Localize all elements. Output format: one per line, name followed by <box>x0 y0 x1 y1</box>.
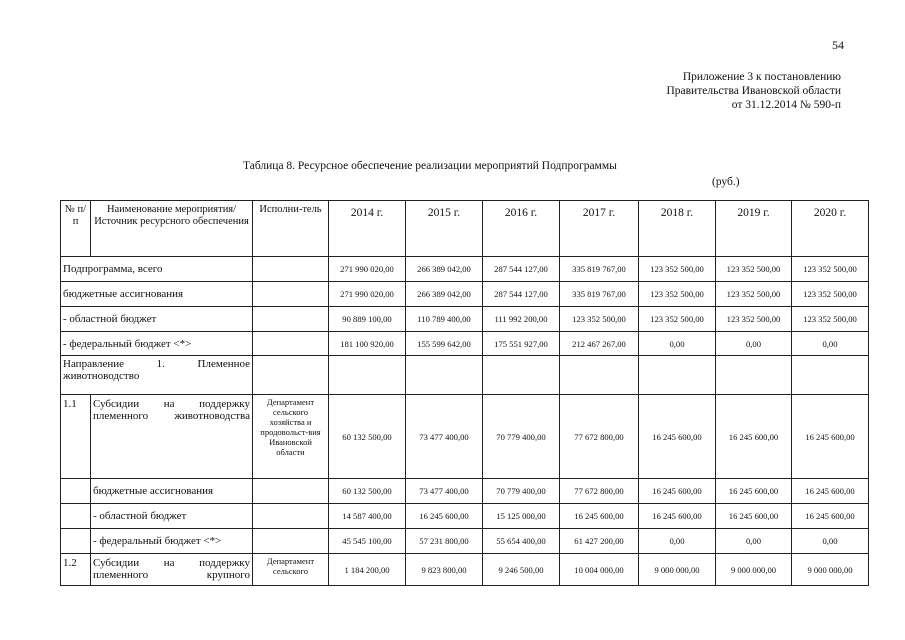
item-number: 1.1 <box>61 395 91 479</box>
value-cell: 70 779 400,00 <box>483 479 560 504</box>
empty-cell <box>61 504 91 529</box>
executor-cell <box>253 479 329 504</box>
value-cell: 212 467 267,00 <box>560 332 639 356</box>
header-year: 2017 г. <box>560 201 639 257</box>
header-executor: Исполни-тель <box>253 201 329 257</box>
value-cell: 90 889 100,00 <box>329 307 406 332</box>
table-row <box>61 479 869 504</box>
value-cell: 60 132 500,00 <box>329 479 406 504</box>
executor-cell <box>253 307 329 332</box>
value-cell: 266 389 042,00 <box>406 257 483 282</box>
executor-cell <box>253 332 329 356</box>
direction-row <box>61 356 869 395</box>
resource-table <box>60 200 869 586</box>
empty-cell <box>61 529 91 554</box>
value-cell: 123 352 500,00 <box>716 282 792 307</box>
value-cell: 123 352 500,00 <box>639 282 716 307</box>
value-cell: 123 352 500,00 <box>560 307 639 332</box>
value-cell: 9 000 000,00 <box>792 554 869 586</box>
value-cell: 45 545 100,00 <box>329 529 406 554</box>
item-number: 1.2 <box>61 554 91 586</box>
value-cell: 16 245 600,00 <box>716 395 792 479</box>
value-cell: 0,00 <box>716 332 792 356</box>
header-year: 2020 г. <box>792 201 869 257</box>
appendix-line-2: Правительства Ивановской области <box>666 85 841 97</box>
item-name: Субсидии на поддержку племенного крупного <box>91 554 253 586</box>
direction-label: Направление 1. Племенное животноводство <box>61 356 253 395</box>
appendix-line-1: Приложение 3 к постановлению <box>682 71 841 83</box>
table-row <box>61 529 869 554</box>
row-label: бюджетные ассигнования <box>61 282 253 307</box>
value-cell: 73 477 400,00 <box>406 395 483 479</box>
value-cell: 55 654 400,00 <box>483 529 560 554</box>
item-name: Субсидии на поддержку племенного животноводства <box>91 395 253 479</box>
value-cell: 61 427 200,00 <box>560 529 639 554</box>
executor-cell <box>253 529 329 554</box>
value-cell: 16 245 600,00 <box>639 504 716 529</box>
value-cell: 287 544 127,00 <box>483 257 560 282</box>
table-row <box>61 395 869 479</box>
value-cell: 111 992 200,00 <box>483 307 560 332</box>
value-cell: 70 779 400,00 <box>483 395 560 479</box>
empty-cell <box>61 479 91 504</box>
value-cell: 16 245 600,00 <box>639 395 716 479</box>
empty-cell <box>560 356 639 395</box>
value-cell: 16 245 600,00 <box>406 504 483 529</box>
appendix-note <box>666 70 841 112</box>
value-cell: 0,00 <box>639 332 716 356</box>
header-year: 2016 г. <box>483 201 560 257</box>
value-cell: 16 245 600,00 <box>792 395 869 479</box>
table-row <box>61 307 869 332</box>
item-executor: Департамент сельского хозяйства и продовольст-вия Ивановской области <box>253 395 329 479</box>
value-cell: 16 245 600,00 <box>792 504 869 529</box>
value-cell: 14 587 400,00 <box>329 504 406 529</box>
header-year: 2019 г. <box>716 201 792 257</box>
value-cell: 16 245 600,00 <box>716 479 792 504</box>
row-label: - федеральный бюджет <*> <box>91 529 253 554</box>
value-cell: 60 132 500,00 <box>329 395 406 479</box>
appendix-line-3: от 31.12.2014 № 590-п <box>731 99 841 111</box>
table-title: Таблица 8. Ресурсное обеспечение реализации мероприятий Подпрограммы <box>243 160 617 172</box>
empty-cell <box>716 356 792 395</box>
value-cell: 0,00 <box>792 529 869 554</box>
value-cell: 123 352 500,00 <box>716 257 792 282</box>
value-cell: 0,00 <box>792 332 869 356</box>
value-cell: 181 100 920,00 <box>329 332 406 356</box>
empty-cell <box>792 356 869 395</box>
value-cell: 123 352 500,00 <box>639 257 716 282</box>
value-cell: 15 125 000,00 <box>483 504 560 529</box>
value-cell: 175 551 927,00 <box>483 332 560 356</box>
empty-cell <box>483 356 560 395</box>
value-cell: 123 352 500,00 <box>792 307 869 332</box>
value-cell: 77 672 800,00 <box>560 479 639 504</box>
unit-label: (руб.) <box>712 176 740 188</box>
value-cell: 335 819 767,00 <box>560 282 639 307</box>
page-number: 54 <box>832 38 844 52</box>
value-cell: 10 004 000,00 <box>560 554 639 586</box>
table-row <box>61 257 869 282</box>
empty-cell <box>329 356 406 395</box>
value-cell: 155 599 642,00 <box>406 332 483 356</box>
header-row <box>61 201 869 257</box>
executor-cell <box>253 504 329 529</box>
value-cell: 110 789 400,00 <box>406 307 483 332</box>
value-cell: 16 245 600,00 <box>716 504 792 529</box>
row-label: Подпрограмма, всего <box>61 257 253 282</box>
header-year: 2014 г. <box>329 201 406 257</box>
item-executor: Департамент сельского <box>253 554 329 586</box>
value-cell: 0,00 <box>716 529 792 554</box>
empty-cell <box>253 356 329 395</box>
value-cell: 266 389 042,00 <box>406 282 483 307</box>
header-num: № п/п <box>61 201 91 257</box>
value-cell: 123 352 500,00 <box>792 257 869 282</box>
header-year: 2015 г. <box>406 201 483 257</box>
row-label: - федеральный бюджет <*> <box>61 332 253 356</box>
header-name: Наименование мероприятия/Источник ресурсного обеспечения <box>91 201 253 257</box>
value-cell: 9 000 000,00 <box>639 554 716 586</box>
value-cell: 1 184 200,00 <box>329 554 406 586</box>
value-cell: 271 990 020,00 <box>329 282 406 307</box>
value-cell: 0,00 <box>639 529 716 554</box>
table-row <box>61 282 869 307</box>
row-label: бюджетные ассигнования <box>91 479 253 504</box>
value-cell: 123 352 500,00 <box>639 307 716 332</box>
empty-cell <box>639 356 716 395</box>
value-cell: 9 823 800,00 <box>406 554 483 586</box>
value-cell: 9 246 500,00 <box>483 554 560 586</box>
value-cell: 123 352 500,00 <box>716 307 792 332</box>
value-cell: 16 245 600,00 <box>560 504 639 529</box>
value-cell: 123 352 500,00 <box>792 282 869 307</box>
value-cell: 335 819 767,00 <box>560 257 639 282</box>
value-cell: 16 245 600,00 <box>792 479 869 504</box>
table-row <box>61 554 869 586</box>
row-label: - областной бюджет <box>61 307 253 332</box>
value-cell: 287 544 127,00 <box>483 282 560 307</box>
table-row <box>61 332 869 356</box>
row-label: - областной бюджет <box>91 504 253 529</box>
value-cell: 73 477 400,00 <box>406 479 483 504</box>
table-row <box>61 504 869 529</box>
executor-cell <box>253 282 329 307</box>
value-cell: 9 000 000,00 <box>716 554 792 586</box>
executor-cell <box>253 257 329 282</box>
header-year: 2018 г. <box>639 201 716 257</box>
value-cell: 77 672 800,00 <box>560 395 639 479</box>
value-cell: 57 231 800,00 <box>406 529 483 554</box>
empty-cell <box>406 356 483 395</box>
value-cell: 16 245 600,00 <box>639 479 716 504</box>
value-cell: 271 990 020,00 <box>329 257 406 282</box>
